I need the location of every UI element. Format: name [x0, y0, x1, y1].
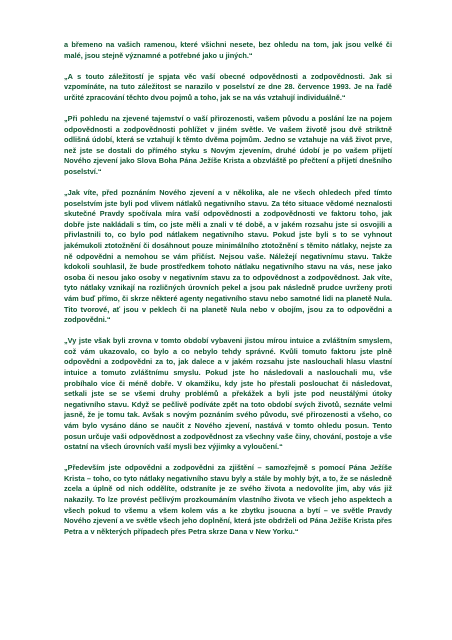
paragraph-3: „Při pohledu na zjevené tajemství o vaší přirozenosti, vašem původu a poslání lze na pojem odpovědnosti a zodpovědnosti pohlížet v jiném světle. Ve vašem životě jsou dvě striktně odlišná údobí, která se vztahují k těmto dvěma pojmům. Jedno se vztahuje na váš život prve, než jste se dostali do přímého styku s Novým zjevením, druhé údobí je po vašem přijetí Nového zjevení jako Slova Boha Pána Ježíše Krista a obzvláště po přečtení a přijetí dnešního poselství.“: [64, 113, 392, 176]
paragraph-5: „Vy jste však byli zrovna v tomto období vybaveni jistou mírou intuice a zvláštním smyslem, což vám ukazovalo, co bylo a co nebylo tehdy správné. Kvůli tomuto faktoru jste plně odpovědni a zodpovědni za to, jak dalece a v jakém rozsahu jste naslouchali hlasu vlastní intuice a tomuto zvláštnímu smyslu. Pokud jste ho následovali a naslouchali mu, vše probíhalo více či méně dobře. V okamžiku, kdy jste ho přestali poslouchat či následovat, setkali jste se se všemi druhy problémů a překážek a byli jste pod neustálými útoky negativního stavu. Když se pečlivě podíváte zpět na toto období svých životů, seznáte velmi jasně, že je tomu tak. Avšak s novým poznáním svého původu, své přirozenosti a všeho, co vám bylo vysáno dáno se naučit z Nového zjevení, nastává v tomto ohledu posun. Tento posun určuje vaši odpovědnost a zodpovědnost za všechny vaše činy, chování, postoje a vše ostatní na všech úrovních vaší mysli bez výjimky a vyloučení.“: [64, 336, 392, 452]
paragraph-2: „A s touto záležitostí je spjata věc vaší obecné odpovědnosti a zodpovědnosti. Jak si vzpomínáte, na tuto záležitost se narazilo v poselství ze dne 28. července 1993. Je na řadě určité zpracování těchto dvou pojmů a toho, jak se na vás vztahují individuálně.“: [64, 71, 392, 102]
document-page: [64, 40, 392, 537]
paragraph-6: „Především jste odpovědni a zodpovědni za zjištění – samozřejmě s pomocí Pána Ježíše Krista – toho, co tyto nátlaky negativního stavu byly a stále by mohly být, a to, že se následně zcela a úplně od nich oddělíte, odstraníte je ze svého života a nedovolíte jim, aby vás již nakazily. To lze provést pečlivým prozkoumáním vlastního života ve všech jeho aspektech a všech pokud to všemu a všem kolem vás a ke zbytku jsoucna a bytí – ve světle Pravdy Nového zjevení a ve světle všech jeho doplnění, která jste obdrželi od Pána Ježíše Krista přes Petra a v některých případech přes Petra skrze Dana v New Yorku.“: [64, 463, 392, 536]
paragraph-4: „Jak víte, před poznáním Nového zjevení a v několika, ale ne všech ohledech před tímto poselstvím jste byli pod vlivem nátlaků negativního stavu. Za této situace vědomé neznalosti skutečné Pravdy spočívala míra vaší odpovědnosti a zodpovědnosti ve faktoru toho, jak dobře jste nakládali s tím, co jste měli a znali v té době, a v jakém rozsahu jste si osvojili a přivlastnili to, co bylo pod nátlakem negativního stavu. Pokud jste byli s to se vyhnout jakémukoli ztotožnění či dosáhnout pouze minimálního ztotožnění s těmito nátlaky, nejste za ně odpovědni a nemohou se vám přičíst. Nejsou vaše. Náležejí negativnímu stavu. Takže kdokoli souhlasil, že bude prostředkem tohoto nátlaku negativního stavu na vás, nese jako osoba či nesou jako osoby v negativním stavu za to odpovědnost a zodpovědnost. Jak víte, tyto nátlaky vznikají na rozličných úrovních pekel a jsou pak následně prudce uvrženy proti vám buď přímo, či skrze některé agenty negativního stavu nebo samotné lidi na planetě Nula. Tito tvorové, ať jsou v peklech či na planetě Nula nebo v obojím, jsou za to odpovědni a zodpovědni.“: [64, 188, 392, 325]
paragraph-1: a břemeno na vašich ramenou, které všichni nesete, bez ohledu na tom, jak jsou velké či malé, jsou stejně významné a potřebné jako u jiných.“: [64, 40, 392, 60]
